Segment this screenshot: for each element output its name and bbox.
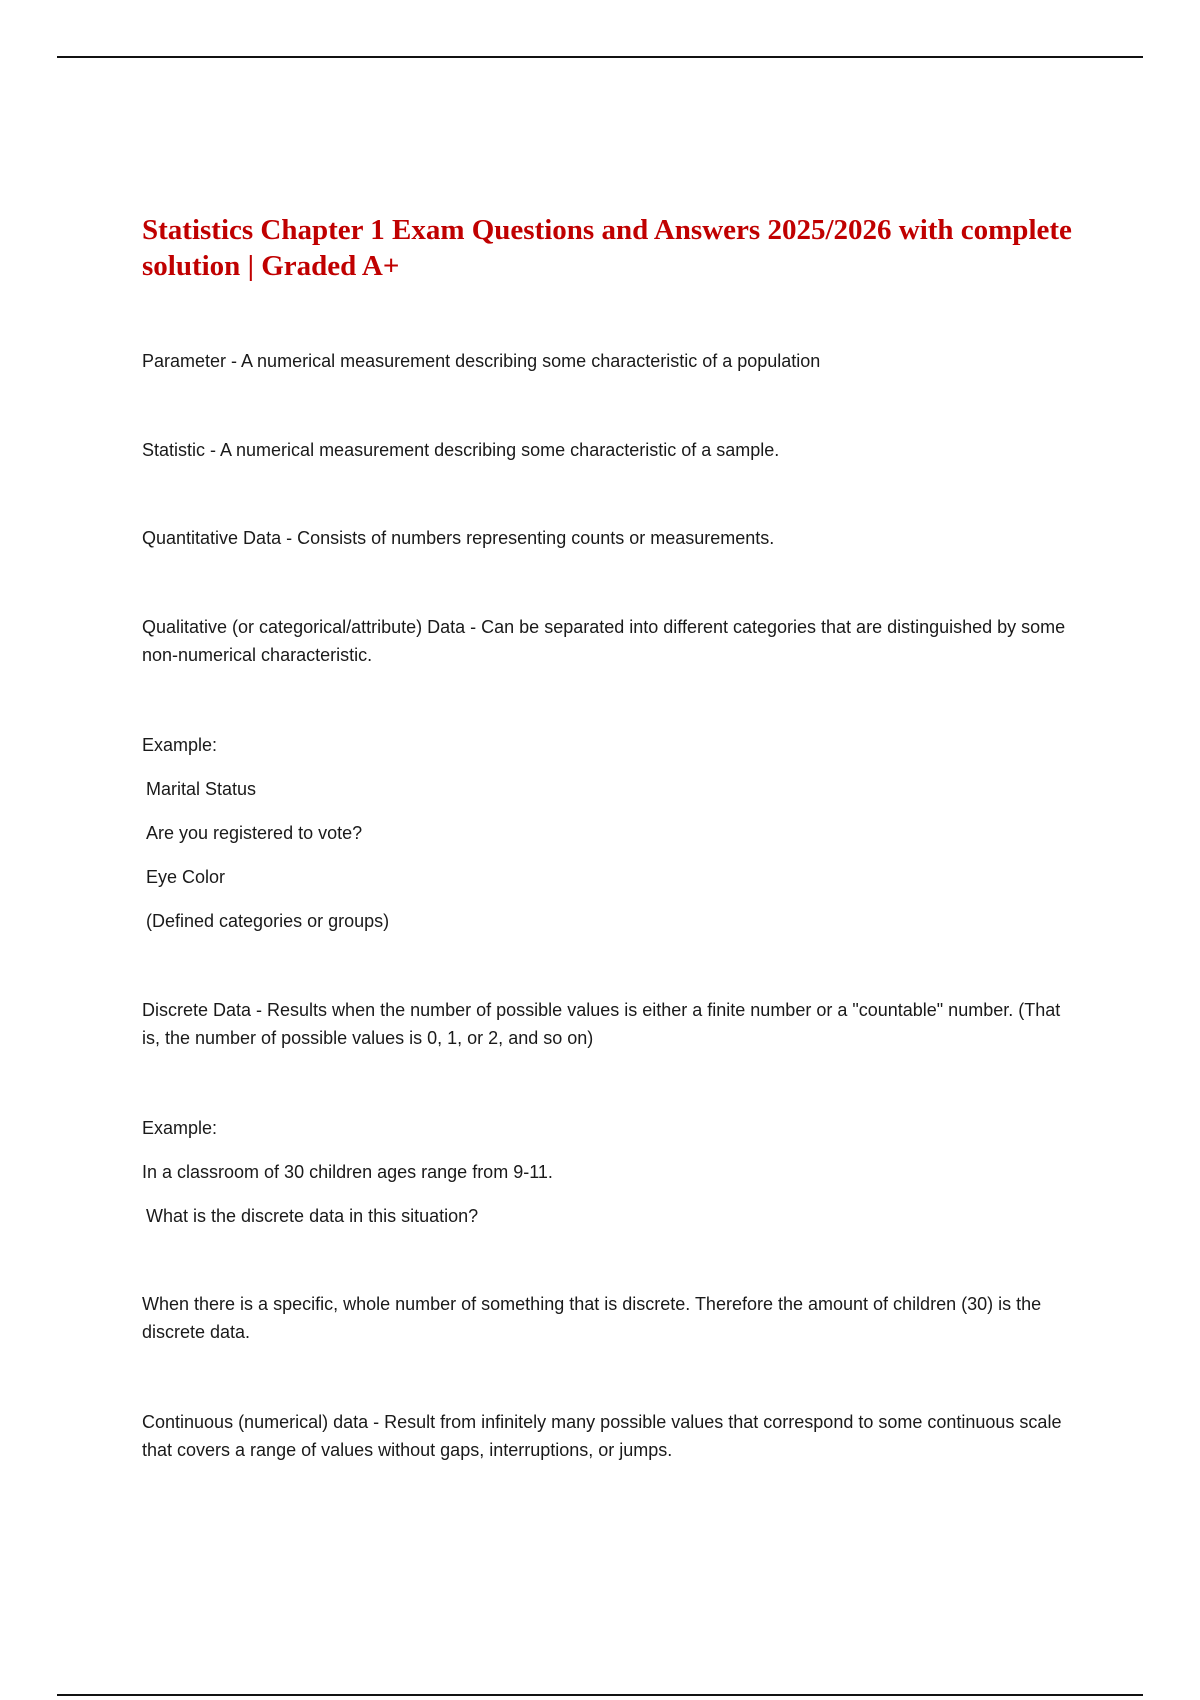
paragraph-statistic: Statistic - A numerical measurement describing some characteristic of a sample. bbox=[142, 440, 780, 460]
example-item: (Defined categories or groups) bbox=[146, 911, 390, 931]
header-rule bbox=[57, 56, 1143, 58]
paragraph-qualitative-data: Qualitative (or categorical/attribute) Data - Can be separated into different categories that are distinguished by some non-numerical characteristic. bbox=[142, 617, 1066, 665]
paragraph-parameter: Parameter - A numerical measurement describing some characteristic of a population bbox=[142, 351, 821, 371]
paragraph-example-label: Example: bbox=[142, 735, 218, 755]
document-title: Statistics Chapter 1 Exam Questions and Answers 2025/2026 with complete solution | Graded A+ bbox=[142, 214, 1072, 282]
paragraph-continuous-data: Continuous (numerical) data - Result from infinitely many possible values that correspond to some continuous scale that covers a range of values without gaps, interruptions, or jumps. bbox=[142, 1412, 1062, 1460]
example-item: Eye Color bbox=[146, 867, 226, 887]
paragraph-discrete-data: Discrete Data - Results when the number of possible values is either a finite number or a "countable" number. (That is, the number of possible values is 0, 1, or 2, and so on) bbox=[142, 1000, 1061, 1048]
paragraph-example-label: Example: bbox=[142, 1118, 218, 1138]
example-question: What is the discrete data in this situation? bbox=[146, 1206, 479, 1226]
paragraph-discrete-answer: When there is a specific, whole number of something that is discrete. Therefore the amount of children (30) is the discrete data. bbox=[142, 1294, 1042, 1342]
document-header bbox=[142, 212, 1082, 284]
footer-rule bbox=[57, 1694, 1143, 1696]
paragraph-quantitative-data: Quantitative Data - Consists of numbers representing counts or measurements. bbox=[142, 528, 775, 548]
example-item: Are you registered to vote? bbox=[146, 823, 363, 843]
example-item: In a classroom of 30 children ages range from 9-11. bbox=[142, 1162, 553, 1182]
example-item: Marital Status bbox=[146, 779, 257, 799]
